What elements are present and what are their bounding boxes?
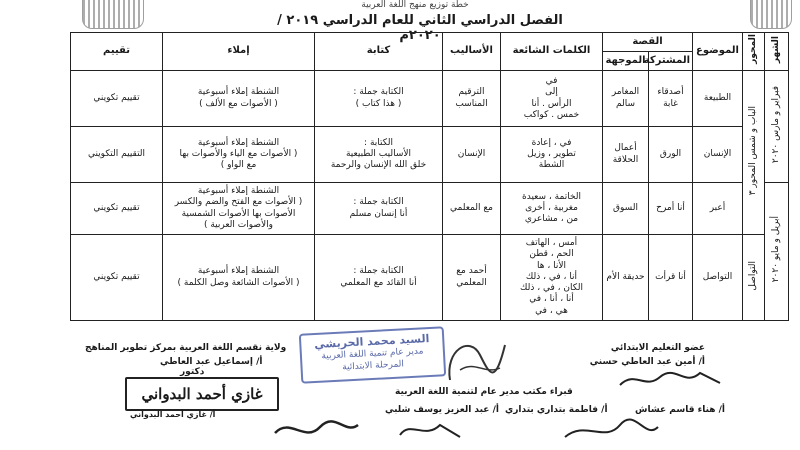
shared-story-cell: الورق [649, 127, 693, 183]
topic-cell: التواصل [693, 235, 743, 321]
left-signatory-role: دكتور [180, 367, 205, 377]
assessment-cell: تقييم تكويني [71, 183, 163, 235]
left-signatory-title: ولاية نقسم اللغة العربية بمركز تطوير المناهج [85, 343, 287, 353]
ministry-logo-left [82, 0, 144, 29]
document-subheading: خطة توزيع منهج اللغة العربية [361, 0, 469, 10]
styles-cell: أحمد مع المعلمي [443, 235, 501, 321]
middle-signatory-name-1: أ/ عبد العزيز يوسف شلبي [385, 405, 499, 415]
assessment-cell: تقييم تكويني [71, 235, 163, 321]
dictation-cell: الشنطة إملاء أسبوعية ( الأصوات الشائعة وصل الكلمة ) [163, 235, 315, 321]
header-writing: كتابة [315, 33, 443, 71]
ministry-logo-right [750, 0, 792, 29]
left-signatory-name: أ/ إسماعيل عبد العاطي [160, 357, 263, 367]
handwritten-signature-bottom-left [270, 415, 360, 445]
topic-cell: الطبيعة [693, 71, 743, 127]
handwritten-signature-bottom-middle [395, 415, 465, 445]
topic-cell: أعبر [693, 183, 743, 235]
table-row [71, 127, 789, 183]
month-cell: فبراير و مارس ٢٠٢٠ [765, 71, 789, 183]
common-words-cell: الخاتمة ، سعيدة مغربية ، أخرى من ، مشاعري [501, 183, 603, 235]
dictation-cell: الشنطة إملاء أسبوعية ( الأصوات مع الألف ) [163, 71, 315, 127]
document-title: الفصل الدراسي الثاني للعام الدراسي ٢٠١٩ / ٢٠٢٠م [277, 13, 563, 43]
header-guided-story: الموجهة [603, 52, 649, 71]
handwritten-signature-middle [440, 330, 510, 390]
shared-story-cell: أصدقاء غابة [649, 71, 693, 127]
unit-cell: التواصل [743, 235, 765, 321]
right-signatory-name-2: أ/ هناء قاسم عشاش [635, 405, 725, 415]
writing-cell: الكتابة : الأساليب الطبيعية خلق الله الإنسان والرحمة [315, 127, 443, 183]
guided-story-cell: حديقة الأم [603, 235, 649, 321]
writing-cell: الكتابة جملة : ( هذا كتاب ) [315, 71, 443, 127]
header-unit: المحور [743, 33, 765, 71]
dictation-cell: الشنطة إملاء أسبوعية ( الأصوات مع الفتح والضم والكسر الأصوات بها الأصوات الشمسية والأصوات العربية ) [163, 183, 315, 235]
right-signatory-name: أ/ أمين عبد العاطي حسني [589, 357, 705, 367]
guided-story-cell: المغامر سالم [603, 71, 649, 127]
signatory-name-box: غازي أحمد البدواني [125, 377, 279, 411]
right-signatory-title: عضو التعليم الابتدائي [610, 343, 705, 353]
header-dictation: إملاء [163, 33, 315, 71]
middle-signatory-name-2: أ/ فاطمة بتداري بتداري [505, 405, 608, 415]
assessment-cell: التقييم التكويني [71, 127, 163, 183]
guided-story-cell: أعمال الحلاقة [603, 127, 649, 183]
table-header-row [71, 33, 789, 52]
header-story: القصة [603, 33, 693, 52]
common-words-cell: في ، إعادة تطوير ، وزيل الشطة [501, 127, 603, 183]
table-row [71, 71, 789, 127]
shared-story-cell: أنا قرأت [649, 235, 693, 321]
header-assessment: تقييم [71, 33, 163, 71]
curriculum-plan-table [70, 32, 789, 321]
writing-cell: الكتابة جملة : أنا إنسان مسلم [315, 183, 443, 235]
middle-signatory-title: قبراء مكتب مدير عام لتنمية اللغة العربية [395, 387, 573, 397]
assessment-cell: تقييم تكويني [71, 71, 163, 127]
styles-cell: مع المعلمي [443, 183, 501, 235]
header-shared-story: المشتركة [649, 52, 693, 71]
header-common-words: الكلمات الشائعة [501, 33, 603, 71]
official-stamp: السيد محمد الحريشي مدير عام تنمية اللغة العربية المرحلة الابتدائية [299, 326, 446, 384]
handwritten-signature-bottom-right [560, 415, 660, 445]
shared-story-cell: أنا أمرح [649, 183, 693, 235]
table-row [71, 235, 789, 321]
common-words-cell: في إلى الرأس . أنا خمس . كواكب [501, 71, 603, 127]
header-topic: الموضوع [693, 33, 743, 71]
writing-cell: الكتابة جملة : أنا القائد مع المعلمي [315, 235, 443, 321]
unit-cell: الباب و شمس المحور ٣ [743, 71, 765, 235]
topic-cell: الإنسان [693, 127, 743, 183]
styles-cell: الترقيم المناسب [443, 71, 501, 127]
dictation-cell: الشنطة إملاء أسبوعية ( الأصوات مع الياء والأصوات بها مع الواو ) [163, 127, 315, 183]
table-row [71, 183, 789, 235]
guided-story-cell: السوق [603, 183, 649, 235]
common-words-cell: أمس ، الهاتف الحم ، قطن الأنا ، ها أنا ، في ، ذلك الكان ، في ، ذلك أنا ، أنا ، في هي ، في [501, 235, 603, 321]
styles-cell: الإنسان [443, 127, 501, 183]
left-signatory-subname: أ/ غازي أحمد البدواني [130, 410, 216, 419]
header-month: الشهر [765, 33, 789, 71]
header-styles: الأساليب [443, 33, 501, 71]
month-cell: أبريل و مايو ٢٠٢٠ [765, 183, 789, 321]
handwritten-signature-right [615, 365, 725, 395]
